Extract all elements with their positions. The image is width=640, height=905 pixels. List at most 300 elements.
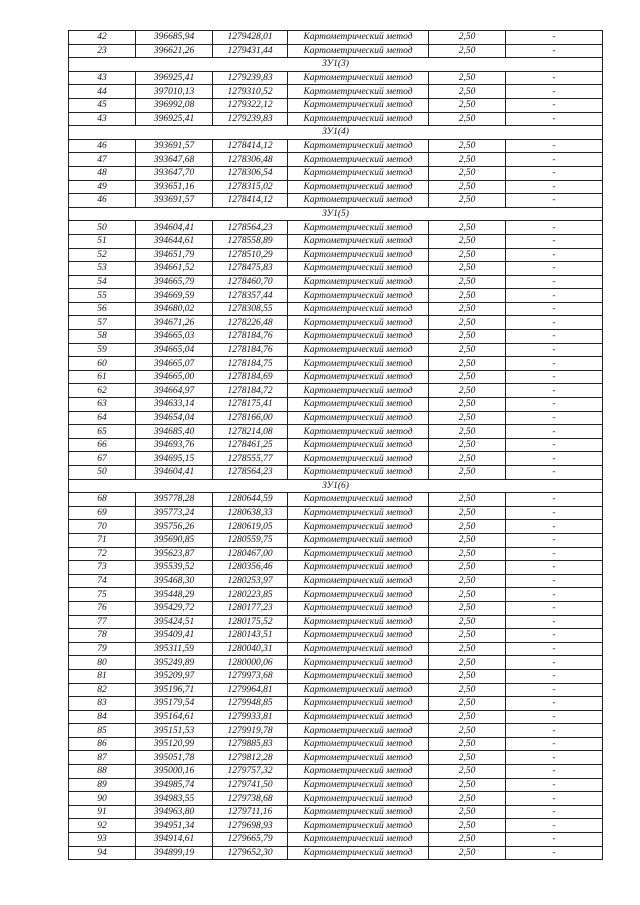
- y-coordinate-cell: 1279698,93: [213, 819, 288, 833]
- y-coordinate-cell: 1279239,83: [213, 71, 288, 85]
- point-number-cell: 63: [69, 398, 136, 412]
- description-cell: -: [506, 683, 603, 697]
- x-coordinate-cell: 394951,34: [136, 819, 213, 833]
- x-coordinate-cell: 396992,08: [136, 98, 213, 112]
- y-coordinate-cell: 1279428,01: [213, 31, 288, 45]
- description-cell: -: [506, 330, 603, 344]
- x-coordinate-cell: 395690,85: [136, 533, 213, 547]
- section-header-row: [69, 126, 603, 140]
- table-row: [69, 683, 603, 697]
- accuracy-cell: 2,50: [429, 493, 506, 507]
- description-cell: -: [506, 398, 603, 412]
- x-coordinate-cell: 394671,26: [136, 316, 213, 330]
- y-coordinate-cell: 1280644,59: [213, 493, 288, 507]
- point-number-cell: 64: [69, 411, 136, 425]
- point-number-cell: 47: [69, 153, 136, 167]
- x-coordinate-cell: 395429,72: [136, 601, 213, 615]
- description-cell: -: [506, 31, 603, 45]
- table-row: [69, 85, 603, 99]
- table-row: [69, 520, 603, 534]
- y-coordinate-cell: 1279919,78: [213, 724, 288, 738]
- y-coordinate-cell: 1279431,44: [213, 44, 288, 58]
- x-coordinate-cell: 395448,29: [136, 588, 213, 602]
- point-number-cell: 89: [69, 778, 136, 792]
- table-row: [69, 724, 603, 738]
- description-cell: -: [506, 506, 603, 520]
- description-cell: -: [506, 452, 603, 466]
- x-coordinate-cell: 394651,79: [136, 248, 213, 262]
- x-coordinate-cell: 395179,54: [136, 697, 213, 711]
- accuracy-cell: 2,50: [429, 547, 506, 561]
- y-coordinate-cell: 1278226,48: [213, 316, 288, 330]
- method-cell: Картометрический метод: [288, 221, 429, 235]
- point-number-cell: 85: [69, 724, 136, 738]
- description-cell: -: [506, 765, 603, 779]
- description-cell: -: [506, 669, 603, 683]
- accuracy-cell: 2,50: [429, 153, 506, 167]
- table-row: [69, 248, 603, 262]
- point-number-cell: 43: [69, 112, 136, 126]
- y-coordinate-cell: 1280143,51: [213, 629, 288, 643]
- description-cell: -: [506, 194, 603, 208]
- method-cell: Картометрический метод: [288, 547, 429, 561]
- y-coordinate-cell: 1278184,76: [213, 343, 288, 357]
- description-cell: -: [506, 697, 603, 711]
- point-number-cell: 42: [69, 31, 136, 45]
- x-coordinate-cell: 395196,71: [136, 683, 213, 697]
- accuracy-cell: 2,50: [429, 411, 506, 425]
- accuracy-cell: 2,50: [429, 85, 506, 99]
- table-row: [69, 765, 603, 779]
- accuracy-cell: 2,50: [429, 44, 506, 58]
- accuracy-cell: 2,50: [429, 574, 506, 588]
- y-coordinate-cell: 1280467,00: [213, 547, 288, 561]
- accuracy-cell: 2,50: [429, 194, 506, 208]
- method-cell: Картометрический метод: [288, 112, 429, 126]
- y-coordinate-cell: 1280000,06: [213, 656, 288, 670]
- description-cell: -: [506, 724, 603, 738]
- table-row: [69, 805, 603, 819]
- method-cell: Картометрический метод: [288, 194, 429, 208]
- point-number-cell: 94: [69, 846, 136, 860]
- y-coordinate-cell: 1278414,12: [213, 194, 288, 208]
- description-cell: -: [506, 438, 603, 452]
- method-cell: Картометрический метод: [288, 180, 429, 194]
- method-cell: Картометрический метод: [288, 438, 429, 452]
- table-row: [69, 438, 603, 452]
- table-row: [69, 656, 603, 670]
- y-coordinate-cell: 1278306,54: [213, 166, 288, 180]
- section-title: ЗУ1(4): [69, 126, 603, 140]
- accuracy-cell: 2,50: [429, 805, 506, 819]
- point-number-cell: 53: [69, 262, 136, 276]
- table-row: [69, 778, 603, 792]
- table-row: [69, 425, 603, 439]
- point-number-cell: 44: [69, 85, 136, 99]
- x-coordinate-cell: 394669,59: [136, 289, 213, 303]
- table-row: [69, 561, 603, 575]
- method-cell: Картометрический метод: [288, 710, 429, 724]
- x-coordinate-cell: 393691,57: [136, 139, 213, 153]
- table-row: [69, 262, 603, 276]
- description-cell: -: [506, 805, 603, 819]
- x-coordinate-cell: 394604,41: [136, 221, 213, 235]
- accuracy-cell: 2,50: [429, 561, 506, 575]
- table-row: [69, 71, 603, 85]
- accuracy-cell: 2,50: [429, 370, 506, 384]
- x-coordinate-cell: 394665,03: [136, 330, 213, 344]
- x-coordinate-cell: 393647,70: [136, 166, 213, 180]
- description-cell: -: [506, 601, 603, 615]
- accuracy-cell: 2,50: [429, 302, 506, 316]
- accuracy-cell: 2,50: [429, 71, 506, 85]
- point-number-cell: 86: [69, 737, 136, 751]
- method-cell: Картометрический метод: [288, 411, 429, 425]
- y-coordinate-cell: 1278184,75: [213, 357, 288, 371]
- y-coordinate-cell: 1280223,85: [213, 588, 288, 602]
- accuracy-cell: 2,50: [429, 533, 506, 547]
- description-cell: -: [506, 139, 603, 153]
- point-number-cell: 52: [69, 248, 136, 262]
- method-cell: Картометрический метод: [288, 683, 429, 697]
- accuracy-cell: 2,50: [429, 139, 506, 153]
- method-cell: Картометрический метод: [288, 629, 429, 643]
- x-coordinate-cell: 395000,16: [136, 765, 213, 779]
- y-coordinate-cell: 1278558,89: [213, 234, 288, 248]
- table-row: [69, 819, 603, 833]
- accuracy-cell: 2,50: [429, 792, 506, 806]
- y-coordinate-cell: 1280356,46: [213, 561, 288, 575]
- method-cell: Картометрический метод: [288, 330, 429, 344]
- accuracy-cell: 2,50: [429, 683, 506, 697]
- x-coordinate-cell: 395164,61: [136, 710, 213, 724]
- accuracy-cell: 2,50: [429, 425, 506, 439]
- table-row: [69, 452, 603, 466]
- method-cell: Картометрический метод: [288, 833, 429, 847]
- x-coordinate-cell: 395424,51: [136, 615, 213, 629]
- accuracy-cell: 2,50: [429, 452, 506, 466]
- method-cell: Картометрический метод: [288, 384, 429, 398]
- x-coordinate-cell: 394633,14: [136, 398, 213, 412]
- method-cell: Картометрический метод: [288, 697, 429, 711]
- method-cell: Картометрический метод: [288, 316, 429, 330]
- point-number-cell: 74: [69, 574, 136, 588]
- point-number-cell: 90: [69, 792, 136, 806]
- y-coordinate-cell: 1280619,05: [213, 520, 288, 534]
- method-cell: Картометрический метод: [288, 248, 429, 262]
- method-cell: Картометрический метод: [288, 846, 429, 860]
- description-cell: -: [506, 425, 603, 439]
- y-coordinate-cell: 1278564,23: [213, 466, 288, 480]
- table-row: [69, 642, 603, 656]
- method-cell: Картометрический метод: [288, 275, 429, 289]
- point-number-cell: 75: [69, 588, 136, 602]
- point-number-cell: 46: [69, 194, 136, 208]
- table-row: [69, 384, 603, 398]
- x-coordinate-cell: 395209,97: [136, 669, 213, 683]
- x-coordinate-cell: 394693,76: [136, 438, 213, 452]
- accuracy-cell: 2,50: [429, 316, 506, 330]
- y-coordinate-cell: 1278475,83: [213, 262, 288, 276]
- point-number-cell: 87: [69, 751, 136, 765]
- method-cell: Картометрический метод: [288, 44, 429, 58]
- method-cell: Картометрический метод: [288, 669, 429, 683]
- table-row: [69, 343, 603, 357]
- x-coordinate-cell: 394664,97: [136, 384, 213, 398]
- description-cell: -: [506, 166, 603, 180]
- accuracy-cell: 2,50: [429, 615, 506, 629]
- accuracy-cell: 2,50: [429, 466, 506, 480]
- x-coordinate-cell: 395623,87: [136, 547, 213, 561]
- x-coordinate-cell: 396685,94: [136, 31, 213, 45]
- point-number-cell: 91: [69, 805, 136, 819]
- point-number-cell: 82: [69, 683, 136, 697]
- y-coordinate-cell: 1278315,02: [213, 180, 288, 194]
- table-row: [69, 153, 603, 167]
- method-cell: Картометрический метод: [288, 343, 429, 357]
- accuracy-cell: 2,50: [429, 262, 506, 276]
- method-cell: Картометрический метод: [288, 452, 429, 466]
- table-row: [69, 357, 603, 371]
- coordinates-table-body: [69, 31, 603, 860]
- description-cell: -: [506, 561, 603, 575]
- method-cell: Картометрический метод: [288, 85, 429, 99]
- description-cell: -: [506, 778, 603, 792]
- accuracy-cell: 2,50: [429, 642, 506, 656]
- description-cell: -: [506, 221, 603, 235]
- x-coordinate-cell: 395778,28: [136, 493, 213, 507]
- y-coordinate-cell: 1279310,52: [213, 85, 288, 99]
- x-coordinate-cell: 393691,57: [136, 194, 213, 208]
- description-cell: -: [506, 520, 603, 534]
- description-cell: -: [506, 71, 603, 85]
- y-coordinate-cell: 1278564,23: [213, 221, 288, 235]
- table-row: [69, 316, 603, 330]
- x-coordinate-cell: 395468,30: [136, 574, 213, 588]
- method-cell: Картометрический метод: [288, 520, 429, 534]
- accuracy-cell: 2,50: [429, 506, 506, 520]
- y-coordinate-cell: 1279948,85: [213, 697, 288, 711]
- point-number-cell: 23: [69, 44, 136, 58]
- x-coordinate-cell: 394665,07: [136, 357, 213, 371]
- description-cell: -: [506, 153, 603, 167]
- accuracy-cell: 2,50: [429, 669, 506, 683]
- description-cell: -: [506, 588, 603, 602]
- y-coordinate-cell: 1278184,76: [213, 330, 288, 344]
- x-coordinate-cell: 395311,59: [136, 642, 213, 656]
- point-number-cell: 65: [69, 425, 136, 439]
- table-row: [69, 411, 603, 425]
- accuracy-cell: 2,50: [429, 31, 506, 45]
- coordinates-table: [68, 30, 603, 860]
- section-title: ЗУ1(3): [69, 58, 603, 72]
- accuracy-cell: 2,50: [429, 520, 506, 534]
- y-coordinate-cell: 1278175,41: [213, 398, 288, 412]
- description-cell: -: [506, 533, 603, 547]
- description-cell: -: [506, 833, 603, 847]
- description-cell: -: [506, 343, 603, 357]
- y-coordinate-cell: 1279885,83: [213, 737, 288, 751]
- accuracy-cell: 2,50: [429, 330, 506, 344]
- accuracy-cell: 2,50: [429, 629, 506, 643]
- table-row: [69, 792, 603, 806]
- point-number-cell: 60: [69, 357, 136, 371]
- accuracy-cell: 2,50: [429, 656, 506, 670]
- method-cell: Картометрический метод: [288, 561, 429, 575]
- section-title: ЗУ1(6): [69, 479, 603, 493]
- x-coordinate-cell: 394985,74: [136, 778, 213, 792]
- point-number-cell: 66: [69, 438, 136, 452]
- table-row: [69, 31, 603, 45]
- point-number-cell: 71: [69, 533, 136, 547]
- y-coordinate-cell: 1279322,12: [213, 98, 288, 112]
- accuracy-cell: 2,50: [429, 846, 506, 860]
- accuracy-cell: 2,50: [429, 601, 506, 615]
- description-cell: -: [506, 574, 603, 588]
- description-cell: -: [506, 751, 603, 765]
- y-coordinate-cell: 1279665,79: [213, 833, 288, 847]
- point-number-cell: 56: [69, 302, 136, 316]
- y-coordinate-cell: 1280175,52: [213, 615, 288, 629]
- point-number-cell: 92: [69, 819, 136, 833]
- y-coordinate-cell: 1278308,55: [213, 302, 288, 316]
- y-coordinate-cell: 1280638,33: [213, 506, 288, 520]
- accuracy-cell: 2,50: [429, 751, 506, 765]
- accuracy-cell: 2,50: [429, 180, 506, 194]
- table-row: [69, 547, 603, 561]
- x-coordinate-cell: 395249,89: [136, 656, 213, 670]
- y-coordinate-cell: 1278461,25: [213, 438, 288, 452]
- y-coordinate-cell: 1280177,23: [213, 601, 288, 615]
- accuracy-cell: 2,50: [429, 248, 506, 262]
- point-number-cell: 81: [69, 669, 136, 683]
- x-coordinate-cell: 394680,02: [136, 302, 213, 316]
- description-cell: -: [506, 846, 603, 860]
- point-number-cell: 46: [69, 139, 136, 153]
- table-row: [69, 710, 603, 724]
- accuracy-cell: 2,50: [429, 289, 506, 303]
- table-row: [69, 615, 603, 629]
- method-cell: Картометрический метод: [288, 398, 429, 412]
- method-cell: Картометрический метод: [288, 792, 429, 806]
- description-cell: -: [506, 262, 603, 276]
- y-coordinate-cell: 1278555,77: [213, 452, 288, 466]
- x-coordinate-cell: 395756,26: [136, 520, 213, 534]
- accuracy-cell: 2,50: [429, 98, 506, 112]
- x-coordinate-cell: 395773,24: [136, 506, 213, 520]
- description-cell: -: [506, 819, 603, 833]
- y-coordinate-cell: 1279812,28: [213, 751, 288, 765]
- point-number-cell: 59: [69, 343, 136, 357]
- method-cell: Картометрический метод: [288, 139, 429, 153]
- y-coordinate-cell: 1278184,72: [213, 384, 288, 398]
- table-row: [69, 493, 603, 507]
- method-cell: Картометрический метод: [288, 615, 429, 629]
- x-coordinate-cell: 394654,04: [136, 411, 213, 425]
- description-cell: -: [506, 656, 603, 670]
- point-number-cell: 43: [69, 71, 136, 85]
- description-cell: -: [506, 792, 603, 806]
- table-row: [69, 737, 603, 751]
- table-row: [69, 44, 603, 58]
- description-cell: -: [506, 112, 603, 126]
- table-row: [69, 289, 603, 303]
- method-cell: Картометрический метод: [288, 289, 429, 303]
- description-cell: -: [506, 316, 603, 330]
- x-coordinate-cell: 397010,13: [136, 85, 213, 99]
- point-number-cell: 62: [69, 384, 136, 398]
- method-cell: Картометрический метод: [288, 724, 429, 738]
- table-row: [69, 506, 603, 520]
- accuracy-cell: 2,50: [429, 234, 506, 248]
- accuracy-cell: 2,50: [429, 166, 506, 180]
- point-number-cell: 76: [69, 601, 136, 615]
- description-cell: -: [506, 710, 603, 724]
- x-coordinate-cell: 394685,40: [136, 425, 213, 439]
- y-coordinate-cell: 1278357,44: [213, 289, 288, 303]
- method-cell: Картометрический метод: [288, 805, 429, 819]
- method-cell: Картометрический метод: [288, 778, 429, 792]
- method-cell: Картометрический метод: [288, 737, 429, 751]
- method-cell: Картометрический метод: [288, 370, 429, 384]
- x-coordinate-cell: 394899,19: [136, 846, 213, 860]
- point-number-cell: 50: [69, 466, 136, 480]
- point-number-cell: 50: [69, 221, 136, 235]
- y-coordinate-cell: 1279757,32: [213, 765, 288, 779]
- x-coordinate-cell: 396925,41: [136, 71, 213, 85]
- table-row: [69, 221, 603, 235]
- method-cell: Картометрический метод: [288, 751, 429, 765]
- x-coordinate-cell: 395151,53: [136, 724, 213, 738]
- x-coordinate-cell: 394983,55: [136, 792, 213, 806]
- coordinates-document-page: [68, 30, 603, 860]
- method-cell: Картометрический метод: [288, 357, 429, 371]
- description-cell: -: [506, 234, 603, 248]
- table-row: [69, 466, 603, 480]
- description-cell: -: [506, 44, 603, 58]
- point-number-cell: 58: [69, 330, 136, 344]
- description-cell: -: [506, 289, 603, 303]
- table-row: [69, 370, 603, 384]
- method-cell: Картометрический метод: [288, 533, 429, 547]
- description-cell: -: [506, 85, 603, 99]
- point-number-cell: 93: [69, 833, 136, 847]
- point-number-cell: 57: [69, 316, 136, 330]
- method-cell: Картометрический метод: [288, 574, 429, 588]
- y-coordinate-cell: 1279239,83: [213, 112, 288, 126]
- point-number-cell: 72: [69, 547, 136, 561]
- section-header-row: [69, 479, 603, 493]
- table-row: [69, 533, 603, 547]
- x-coordinate-cell: 395539,52: [136, 561, 213, 575]
- method-cell: Картометрический метод: [288, 656, 429, 670]
- method-cell: Картометрический метод: [288, 153, 429, 167]
- table-row: [69, 330, 603, 344]
- accuracy-cell: 2,50: [429, 112, 506, 126]
- x-coordinate-cell: 394604,41: [136, 466, 213, 480]
- description-cell: -: [506, 98, 603, 112]
- point-number-cell: 48: [69, 166, 136, 180]
- method-cell: Картометрический метод: [288, 98, 429, 112]
- table-row: [69, 112, 603, 126]
- y-coordinate-cell: 1278184,69: [213, 370, 288, 384]
- description-cell: -: [506, 493, 603, 507]
- x-coordinate-cell: 394695,15: [136, 452, 213, 466]
- table-row: [69, 669, 603, 683]
- y-coordinate-cell: 1278306,48: [213, 153, 288, 167]
- method-cell: Картометрический метод: [288, 262, 429, 276]
- table-row: [69, 601, 603, 615]
